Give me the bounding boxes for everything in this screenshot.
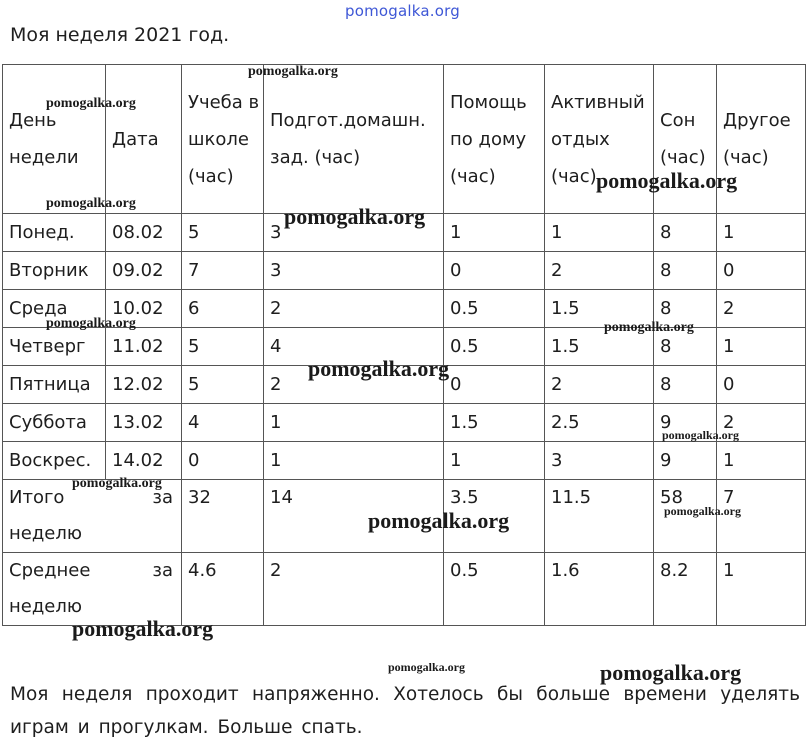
cell-school: 4 <box>182 404 264 442</box>
watermark: pomogalka.org <box>596 168 738 193</box>
header-other: Другое (час) <box>717 65 806 214</box>
total-active-rest: 11.5 <box>545 480 654 553</box>
cell-school: 6 <box>182 290 264 328</box>
cell-housework: 1.5 <box>444 404 545 442</box>
table-row <box>3 214 806 252</box>
cell-school: 5 <box>182 366 264 404</box>
table-header-row <box>3 65 806 214</box>
header-homework: Подгот.домашн. зад. (час) <box>264 65 444 214</box>
watermark: pomogalka.org <box>368 508 510 533</box>
cell-active-rest: 3 <box>545 442 654 480</box>
watermark: pomogalka.org <box>664 504 742 518</box>
cell-day: Четверг <box>3 328 106 366</box>
cell-school: 5 <box>182 214 264 252</box>
cell-day: Среда <box>3 290 106 328</box>
average-label <box>3 553 182 626</box>
header-day: День недели <box>3 65 106 214</box>
cell-housework: 0.5 <box>444 290 545 328</box>
cell-homework: 4 <box>264 328 444 366</box>
cell-day: Понед. <box>3 214 106 252</box>
total-row <box>3 480 806 553</box>
cell-active-rest: 1 <box>545 214 654 252</box>
cell-date: 13.02 <box>106 404 182 442</box>
header-housework: Помощь по дому (час) <box>444 65 545 214</box>
average-active-rest: 1.6 <box>545 553 654 626</box>
cell-day: Вторник <box>3 252 106 290</box>
watermark: pomogalka.org <box>248 64 338 79</box>
table-row <box>3 442 806 480</box>
table-row <box>3 290 806 328</box>
total-label-word: Итого <box>9 487 65 508</box>
average-row <box>3 553 806 626</box>
cell-school: 5 <box>182 328 264 366</box>
cell-other: 0 <box>717 252 806 290</box>
header-school: Учеба в школе (час) <box>182 65 264 214</box>
cell-sleep: 9 <box>654 404 717 442</box>
cell-homework: 1 <box>264 442 444 480</box>
cell-other: 1 <box>717 442 806 480</box>
cell-other: 2 <box>717 290 806 328</box>
cell-school: 7 <box>182 252 264 290</box>
cell-school: 0 <box>182 442 264 480</box>
watermark: pomogalka.org <box>388 660 466 674</box>
cell-active-rest: 2 <box>545 366 654 404</box>
cell-homework: 3 <box>264 214 444 252</box>
cell-day: Суббота <box>3 404 106 442</box>
watermark: pomogalka.org <box>72 616 214 641</box>
total-other: 7 <box>717 480 806 553</box>
cell-active-rest: 2.5 <box>545 404 654 442</box>
watermark: pomogalka.org <box>662 428 740 442</box>
cell-other: 2 <box>717 404 806 442</box>
average-housework: 0.5 <box>444 553 545 626</box>
table-row <box>3 328 806 366</box>
cell-homework: 3 <box>264 252 444 290</box>
cell-housework: 1 <box>444 442 545 480</box>
top-watermark: pomogalka.org <box>345 2 460 20</box>
total-label-week: неделю <box>9 523 83 544</box>
table-row <box>3 366 806 404</box>
average-label-word: Среднее <box>9 560 91 581</box>
average-homework: 2 <box>264 553 444 626</box>
total-school: 32 <box>182 480 264 553</box>
average-label-preposition: за <box>152 560 173 581</box>
cell-sleep: 8 <box>654 290 717 328</box>
average-school: 4.6 <box>182 553 264 626</box>
watermark: pomogalka.org <box>46 316 136 331</box>
total-label-preposition: за <box>152 487 173 508</box>
page-title: Моя неделя 2021 год. <box>10 24 230 46</box>
watermark: pomogalka.org <box>308 356 450 381</box>
cell-active-rest: 1.5 <box>545 328 654 366</box>
cell-homework: 2 <box>264 366 444 404</box>
cell-other: 1 <box>717 328 806 366</box>
header-date: Дата <box>106 65 182 214</box>
average-other: 1 <box>717 553 806 626</box>
table-row <box>3 404 806 442</box>
cell-housework: 0 <box>444 252 545 290</box>
average-sleep: 8.2 <box>654 553 717 626</box>
cell-date: 10.02 <box>106 290 182 328</box>
header-sleep: Сон (час) <box>654 65 717 214</box>
cell-homework: 1 <box>264 404 444 442</box>
weekly-schedule-table <box>2 64 806 626</box>
table-row <box>3 252 806 290</box>
cell-date: 12.02 <box>106 366 182 404</box>
watermark: pomogalka.org <box>46 96 136 111</box>
cell-homework: 2 <box>264 290 444 328</box>
cell-date: 14.02 <box>106 442 182 480</box>
watermark: pomogalka.org <box>46 196 136 211</box>
cell-day: Пятница <box>3 366 106 404</box>
total-sleep: 58 <box>654 480 717 553</box>
cell-date: 09.02 <box>106 252 182 290</box>
cell-housework: 1 <box>444 214 545 252</box>
cell-active-rest: 2 <box>545 252 654 290</box>
watermark: pomogalka.org <box>284 204 426 229</box>
cell-sleep: 8 <box>654 328 717 366</box>
average-label-week: неделю <box>9 596 83 617</box>
watermark: pomogalka.org <box>72 476 162 491</box>
total-label <box>3 480 182 553</box>
total-homework: 14 <box>264 480 444 553</box>
cell-day: Воскрес. <box>3 442 106 480</box>
cell-date: 08.02 <box>106 214 182 252</box>
watermark: pomogalka.org <box>600 660 742 685</box>
cell-other: 1 <box>717 214 806 252</box>
cell-sleep: 9 <box>654 442 717 480</box>
header-active-rest: Активный отдых (час) <box>545 65 654 214</box>
conclusion-text: Моя неделя проходит напряженно. Хотелось бы больше времени уделять играм и прогулкам. Больше спать. <box>10 684 800 738</box>
cell-housework: 0 <box>444 366 545 404</box>
total-housework: 3.5 <box>444 480 545 553</box>
cell-active-rest: 1.5 <box>545 290 654 328</box>
cell-housework: 0.5 <box>444 328 545 366</box>
cell-sleep: 8 <box>654 366 717 404</box>
cell-date: 11.02 <box>106 328 182 366</box>
cell-other: 0 <box>717 366 806 404</box>
watermark: pomogalka.org <box>604 320 694 335</box>
cell-sleep: 8 <box>654 214 717 252</box>
cell-sleep: 8 <box>654 252 717 290</box>
